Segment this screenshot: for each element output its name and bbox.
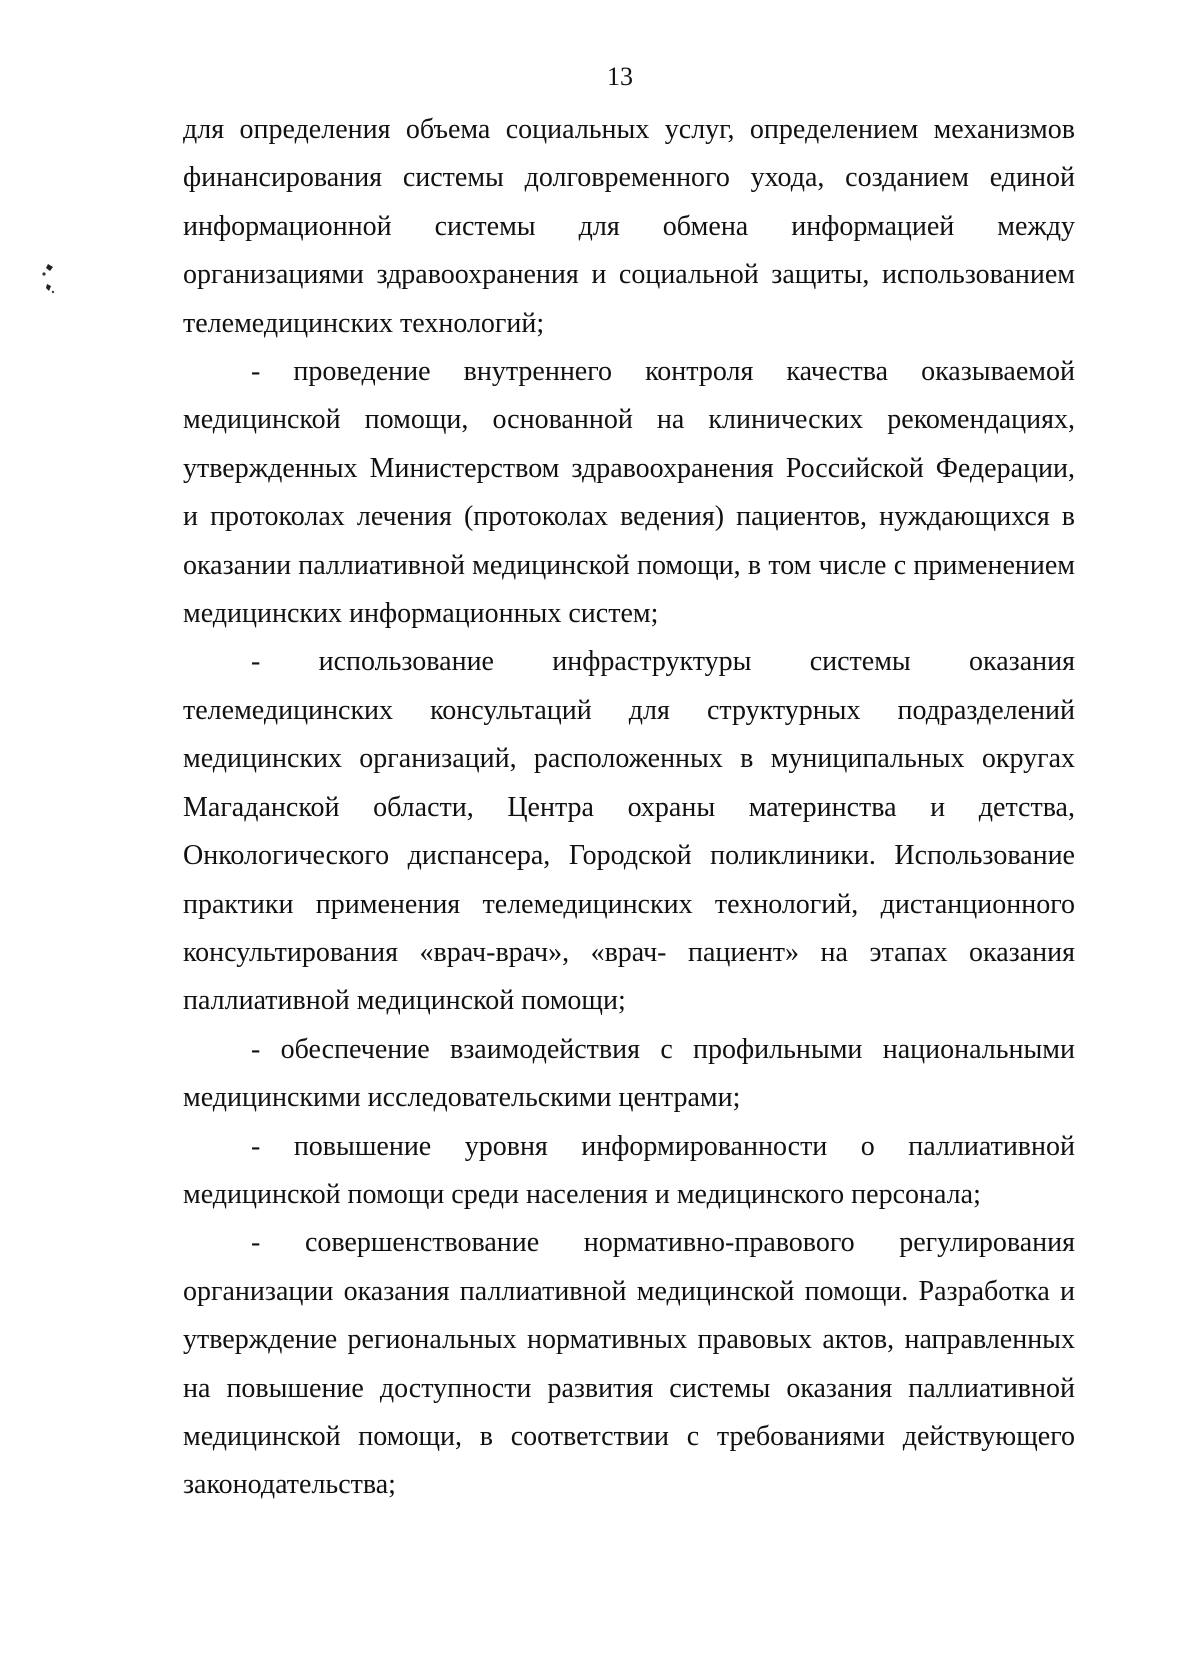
paragraph-regulation: - совершенствование нормативно-правового регулирования организации оказания паллиативной медицинской помощи. Разработка и утверждение региональных нормативных правовых актов, направленных на повышение доступности развития системы оказания паллиативной медицинской помощи, в соответствии с требованиями действующего законодательства; [183, 1227, 1075, 1501]
paragraph-research-centers: - обеспечение взаимодействия с профильными национальными медицинскими исследовательскими центрами; [183, 1033, 1075, 1114]
paragraph-telemedicine-infrastructure: - использование инфраструктуры системы оказания телемедицинских консультаций для структурных подразделений медицинских организаций, расположенных в муниципальных округах Магаданской области, Центра охраны материнства и детства, Онкологического диспансера, Городской поликлиники. Использование практики применения телемедицинских технологий, дистанционного консультирования «врач-врач», «врач- пациент» на этапах оказания паллиативной медицинской помощи; [183, 646, 1075, 1017]
paragraph-internal-quality-control: - проведение внутреннего контроля качества оказываемой медицинской помощи, основанной на клинических рекомендациях, утвержденных Министерством здравоохранения Российской Федерации, и протоколах лечения (протоколах ведения) пациентов, нуждающихся в оказании паллиативной медицинской помощи, в том числе с применением медицинских информационных систем; [183, 356, 1075, 630]
scan-artifact [38, 262, 60, 296]
page-number: 13 [607, 62, 633, 91]
paragraph-continuation: для определения объема социальных услуг, определением механизмов финансирования системы долговременного ухода, созданием единой информационной системы для обмена информацией между организациями здравоохранения и социальной защиты, использованием телемедицинских технологий; [183, 114, 1075, 339]
paragraph-awareness: - повышение уровня информированности о паллиативной медицинской помощи среди населения и медицинского персонала; [183, 1130, 1075, 1210]
document-body [183, 106, 1075, 1510]
